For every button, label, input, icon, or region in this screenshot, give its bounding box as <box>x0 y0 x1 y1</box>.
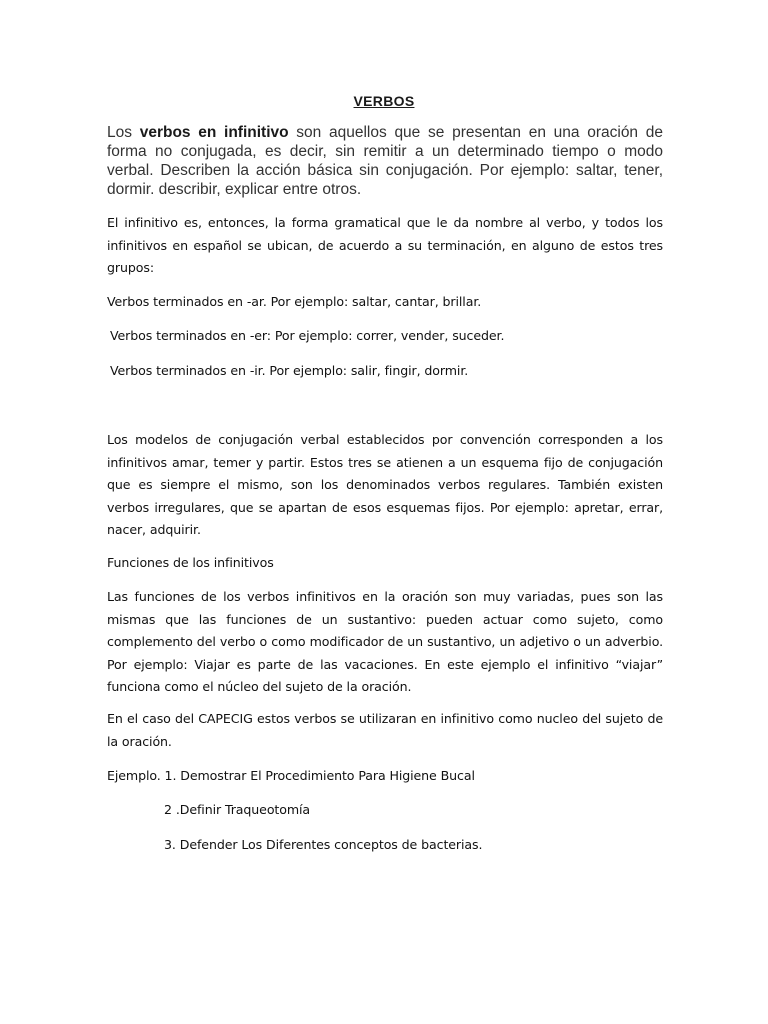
document-title: VERBOS <box>353 93 415 109</box>
paragraph-capecig: En el caso del CAPECIG estos verbos se utilizaran en infinitivo como nucleo del sujeto de la oración. <box>107 711 663 749</box>
paragraph-modelos: Los modelos de conjugación verbal establecidos por convención corresponden a los infinitivos amar, temer y partir. Estos tres se atienen a un esquema fijo de conjugación que es siempre el mismo, son los denominados verbos regulares. También existen verbos irregulares, que se apartan de esos esquemas fijos. Por ejemplo: apretar, errar, nacer, adquirir. <box>107 432 663 537</box>
example-item-2: 2 .Definir Traqueotomía <box>164 802 311 817</box>
group-er-line: Verbos terminados en -er: Por ejemplo: correr, vender, suceder. <box>110 328 505 343</box>
intro-bold-term: verbos en infinitivo <box>139 124 289 141</box>
group-ar-line: Verbos terminados en -ar. Por ejemplo: saltar, cantar, brillar. <box>107 294 482 309</box>
paragraph-infinitivo: El infinitivo es, entonces, la forma gramatical que le da nombre al verbo, y todos los infinitivos en español se ubican, de acuerdo a su terminación, en alguno de estos tres grupos: <box>107 215 663 275</box>
group-ir-line: Verbos terminados en -ir. Por ejemplo: salir, fingir, dormir. <box>110 363 469 378</box>
intro-paragraph <box>107 123 663 199</box>
heading-funciones: Funciones de los infinitivos <box>107 555 274 570</box>
intro-prefix: Los <box>107 124 140 141</box>
paragraph-funciones: Las funciones de los verbos infinitivos en la oración son muy variadas, pues son las mismas que las funciones de un sustantivo: pueden actuar como sujeto, como complemento del verbo o como modificador de un sustantivo, un adjetivo o un adverbio. Por ejemplo: Viajar es parte de las vacaciones. En este ejemplo el infinitivo “viajar” funciona como el núcleo del sujeto de la oración. <box>107 589 663 694</box>
intro-rest: son aquellos que se presentan en una oración de forma no conjugada, es decir, sin remitir a un determinado tiempo o modo verbal. Describen la acción básica sin conjugación. Por ejemplo: saltar, tener, dormir. describir, explicar entre otros. <box>107 124 663 198</box>
example-item-3: 3. Defender Los Diferentes conceptos de bacterias. <box>164 837 483 852</box>
example-item-1: Ejemplo. 1. Demostrar El Procedimiento Para Higiene Bucal <box>107 768 475 783</box>
